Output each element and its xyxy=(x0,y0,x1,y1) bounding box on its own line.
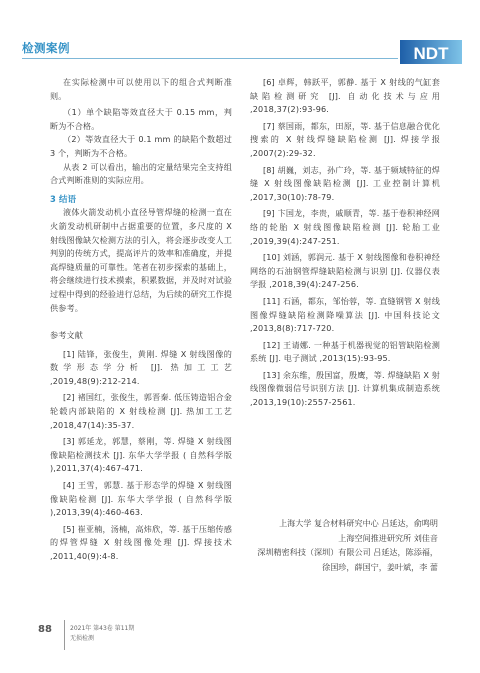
author-line: 深圳精密科技（深圳）有限公司 吕延达，陈添福， xyxy=(257,547,438,557)
intro-paragraph: 在实际检测中可以使用以下的组合式判断准则。 xyxy=(50,77,232,101)
reference-item: [12] 王请娜. 一种基于机器视觉的铝管缺陷检测系统 [J]. 电子测试 ,2013(15):93-95. xyxy=(250,339,440,364)
reference-item: [10] 刘涵，郭润元. 基于 X 射线图像和卷积神经网络的石油钢管焊缝缺陷检测与识别 [J]. 仪器仪表学报 ,2018,39(4):247-256. xyxy=(250,252,440,290)
reference-item: [9] 卞国龙，李贵，戚顺青，等. 基于卷积神经网络的轮胎 X 射线图像缺陷检测 [J]. 轮胎工业 ,2019,39(4):247-251. xyxy=(250,208,440,246)
reference-item: [11] 石涵，都东，邹怡蓉，等. 直缝钢管 X 射线图像焊缝缺陷检测降噪算法 [J]. 中国科技论文 ,2013,8(8):717-720. xyxy=(250,295,440,334)
issue-line: 2021年 第43卷 第11期 xyxy=(70,625,135,632)
reference-item: [2] 褚国红，张俊生，郭晋秦. 低压铸造铝合金轮毂内部缺陷的 X 射线检测 [J]. 热加工工艺 ,2018,47(14):35-37. xyxy=(50,392,232,430)
reference-item: [8] 胡巍，刘志，孙广玲，等. 基于频域特征的焊缝 X 射线图像缺陷检测 [J]. 工业控制计算机 ,2017,30(10):78-79. xyxy=(250,164,440,202)
reference-item: [6] 卓辉，韩跃平，郭静. 基于 X 射线的气缸套缺陷检测研究 [J]. 自动化技术与应用 ,2018,37(2):93-96. xyxy=(250,77,440,115)
reference-item: [7] 蔡国雨，都东，田原，等. 基于信息融合优化搜索的 X 射线焊缝缺陷检测 [J]. 焊接学报 ,2007(2):29-32. xyxy=(250,120,440,158)
page-header xyxy=(0,0,480,62)
references-heading: 参考文献 xyxy=(50,330,83,341)
page-number: 88 xyxy=(38,624,52,635)
author-line: 上海空间推进研究所 刘佳音 xyxy=(338,532,438,543)
journal-name: 无损检测 xyxy=(70,635,95,642)
reference-item: [4] 王雪，郭慧. 基于形态学的焊缝 X 射线图像缺陷检测 [J]. 东华大学学报 ( 自然科学版 ),2013,39(4):460-463. xyxy=(50,480,232,518)
conclusion-heading: 3 结语 xyxy=(50,193,77,204)
reference-item: [1] 陆锋，张俊生，黄刚. 焊缝 X 射线图像的数学形态学分析 [J]. 热加工工艺 ,2019,48(9):212-214. xyxy=(50,348,232,386)
header-divider xyxy=(22,58,398,59)
author-line: 徐国珍，薛国宁，姜叶斌，李 蕾 xyxy=(322,561,438,572)
right-column xyxy=(250,76,440,413)
author-line: 上海大学 复合材料研究中心 吕延达，俞鸣明 xyxy=(279,518,438,528)
criterion-1: （1）单个缺陷等效直径大于 0.15 mm，判断为不合格。 xyxy=(50,107,232,131)
footer-divider xyxy=(64,620,65,650)
author-affiliations xyxy=(218,516,438,574)
footer-meta xyxy=(70,624,134,644)
reference-item: [3] 郭延龙，郭慧，蔡刚，等. 焊缝 X 射线图像缺陷检测技术 [J]. 东华大学学报 ( 自然科学版 ),2011,37(4):467-471. xyxy=(50,436,232,474)
conclusion-paragraph: 液体火箭发动机小直径导管焊缝的检测一直在火箭发动机研制中占据重要的位置，多尺度的 X 射线图像缺欠检测方法的引入，将会逐步改变人工判别的传统方式，提高评片的效率和准确度，并提高焊缝质量的可靠性。笔者在初步探索的基础上，将会继续进行技术摸索，积累数据，并及时对试验过程中得到的经验进行总结，为后续的研究工作提供参考。 xyxy=(50,207,232,313)
combo-paragraph: 从表 2 可以看出，输出的定量结果完全支持组合式判断准则的实际应用。 xyxy=(50,161,232,186)
svg-text:NDT: NDT xyxy=(413,44,449,63)
criterion-2: （2）等效直径大于 0.1 mm 的缺陷个数超过 3 个，判断为不合格。 xyxy=(50,134,232,158)
section-title: 检测案例 xyxy=(22,41,70,55)
left-column xyxy=(50,76,232,567)
ndt-logo xyxy=(400,38,462,66)
reference-item: [13] 余东维，殷国富，殷鹰，等. 焊缝缺陷 X 射线图像微弱信号识别方法 [J]. 计算机集成制造系统 ,2013,19(10):2557-2561. xyxy=(250,369,440,408)
reference-item: [5] 崔亚楠，汤楠，高炜欣，等. 基于压缩传感的焊管焊缝 X 射线图像处理 [J]. 焊接技术 ,2011,40(9):4-8. xyxy=(50,523,232,561)
